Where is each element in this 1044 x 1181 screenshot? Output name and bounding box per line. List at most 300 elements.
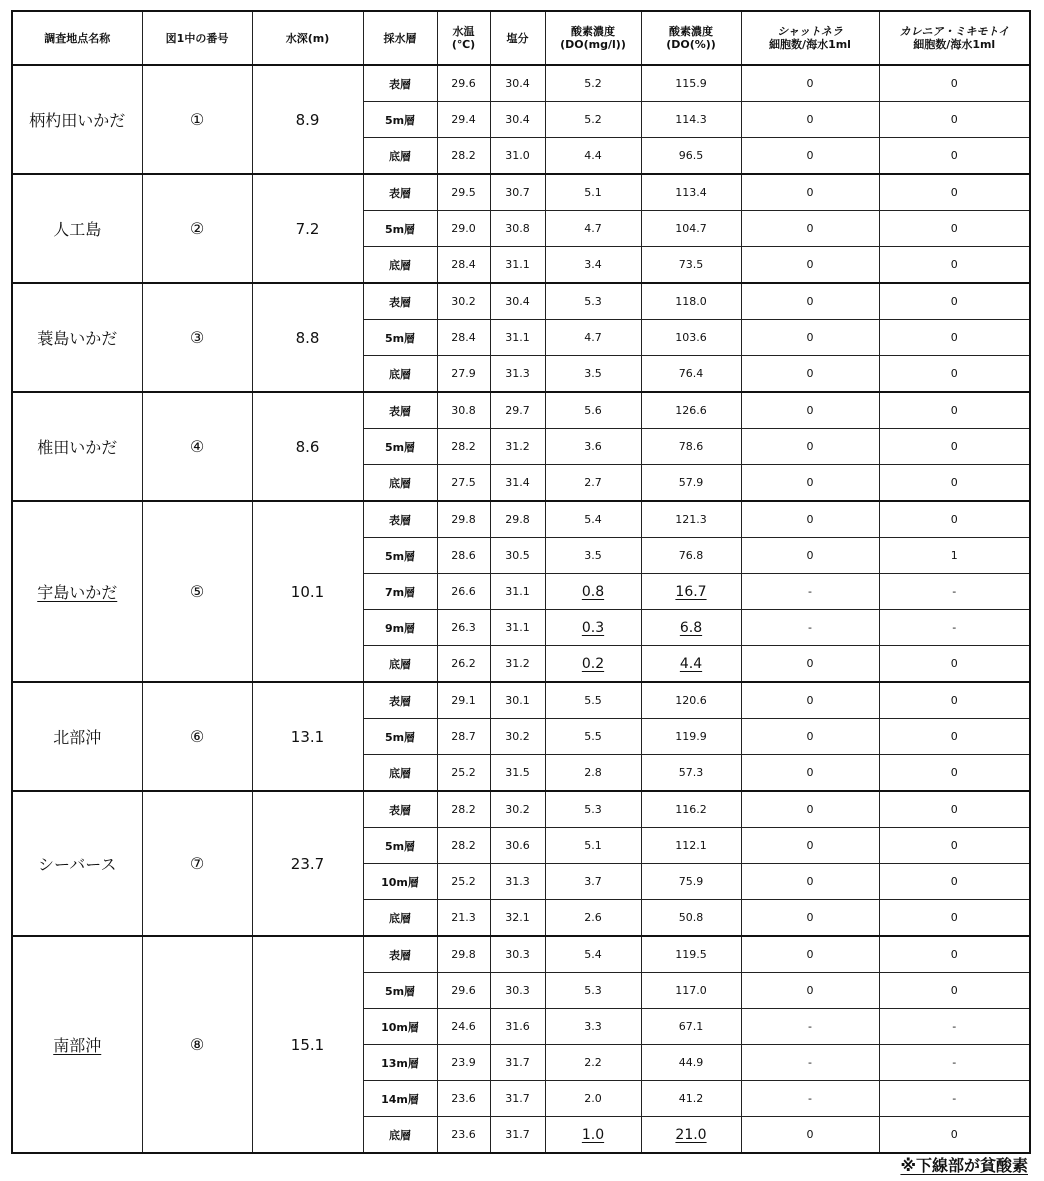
do-mg-l (545, 1009, 641, 1045)
chattonella-count-text: 0 (806, 186, 814, 199)
chattonella-count-text: 0 (806, 911, 814, 924)
chattonella-count-text: 0 (806, 331, 814, 344)
water-temp-text: 29.8 (451, 513, 476, 526)
col-site: 調査地点名称 (12, 11, 142, 65)
chattonella-count (741, 65, 879, 102)
chattonella-count (741, 682, 879, 719)
water-temp-text: 29.0 (451, 222, 476, 235)
do-mg-l (545, 538, 641, 574)
chattonella-count (741, 828, 879, 864)
karenia-count (879, 973, 1030, 1009)
water-temp-text: 27.9 (451, 367, 476, 380)
do-mg-l (545, 610, 641, 646)
do-mg-l-text: 5.3 (584, 984, 602, 997)
do-mg-l (545, 864, 641, 900)
water-depth (252, 682, 363, 791)
water-temp-text: 28.4 (451, 331, 476, 344)
chattonella-count-text: 0 (806, 513, 814, 526)
salinity-text: 31.3 (505, 875, 530, 888)
water-temp (437, 936, 490, 973)
sampling-layer (363, 719, 437, 755)
karenia-count (879, 65, 1030, 102)
karenia-count-text: 0 (950, 694, 958, 707)
water-temp-text: 30.2 (451, 295, 476, 308)
sampling-layer-text: 表層 (389, 295, 411, 309)
water-temp-text: 25.2 (451, 875, 476, 888)
water-temp (437, 465, 490, 502)
col-do-mg: 酸素濃度 (DO(mg/l)) (545, 11, 641, 65)
water-temp (437, 1009, 490, 1045)
sampling-layer (363, 828, 437, 864)
karenia-count (879, 1009, 1030, 1045)
chattonella-count-text: 0 (806, 258, 814, 271)
col-depth: 水深(m) (252, 11, 363, 65)
table-row (12, 501, 1030, 538)
sampling-layer-text: 表層 (389, 404, 411, 418)
do-mg-l-text: 5.1 (584, 839, 602, 852)
karenia-count (879, 936, 1030, 973)
chattonella-count-text: 0 (806, 77, 814, 90)
do-mg-l-text: 5.6 (584, 404, 602, 417)
water-temp-text: 25.2 (451, 766, 476, 779)
karenia-count (879, 828, 1030, 864)
karenia-count (879, 501, 1030, 538)
do-percent (641, 900, 741, 937)
chattonella-count (741, 102, 879, 138)
site-name (12, 392, 142, 501)
do-percent (641, 1009, 741, 1045)
site-name (12, 936, 142, 1153)
chattonella-count (741, 320, 879, 356)
do-mg-l-text: 3.6 (584, 440, 602, 453)
water-temp-text: 29.4 (451, 113, 476, 126)
karenia-count (879, 283, 1030, 320)
survey-table (11, 10, 1031, 1154)
water-temp-text: 30.8 (451, 404, 476, 417)
chattonella-count-text: 0 (806, 948, 814, 961)
do-percent-text: 121.3 (675, 513, 707, 526)
sampling-layer (363, 1117, 437, 1154)
salinity-text: 29.7 (505, 404, 530, 417)
do-percent-text: 57.9 (678, 476, 704, 489)
water-temp-text: 29.6 (451, 984, 476, 997)
do-percent (641, 211, 741, 247)
do-mg-l (545, 936, 641, 973)
salinity (490, 574, 545, 610)
col-chattonella: シャットネラ 細胞数/海水1ml (741, 11, 879, 65)
site-name-text: シーバース (38, 855, 117, 874)
sampling-layer-text: 5m層 (384, 730, 416, 744)
do-percent-text: 21.0 (675, 1126, 707, 1143)
karenia-count-text: 0 (950, 258, 958, 271)
water-temp-text: 29.6 (451, 77, 476, 90)
sampling-layer-text: 表層 (389, 513, 411, 527)
sampling-layer-text: 5m層 (384, 440, 416, 454)
water-temp-text: 29.5 (451, 186, 476, 199)
salinity-text: 30.8 (505, 222, 530, 235)
karenia-count-text: 0 (950, 803, 958, 816)
table-row (12, 174, 1030, 211)
figure-number-text: ④ (189, 437, 205, 456)
chattonella-count (741, 755, 879, 792)
sampling-layer (363, 1081, 437, 1117)
salinity (490, 1117, 545, 1154)
do-percent-text: 117.0 (675, 984, 707, 997)
salinity-text: 31.7 (505, 1092, 530, 1105)
salinity-text: 32.1 (505, 911, 530, 924)
chattonella-count (741, 646, 879, 683)
figure-number-text: ① (189, 110, 205, 129)
karenia-count-text: - (952, 621, 957, 634)
water-temp-text: 28.2 (451, 149, 476, 162)
do-percent-text: 78.6 (678, 440, 704, 453)
do-percent-text: 119.9 (675, 730, 707, 743)
sampling-layer-text: 5m層 (384, 222, 416, 236)
do-mg-l-text: 1.0 (581, 1126, 605, 1143)
karenia-count-text: 0 (950, 331, 958, 344)
water-temp (437, 864, 490, 900)
do-percent-text: 44.9 (678, 1056, 704, 1069)
do-mg-l-text: 2.6 (584, 911, 602, 924)
salinity (490, 828, 545, 864)
col-do-pct: 酸素濃度 (DO(%)) (641, 11, 741, 65)
do-percent (641, 646, 741, 683)
water-depth (252, 501, 363, 682)
site-name-text: 蓑島いかだ (37, 329, 118, 348)
do-percent (641, 1117, 741, 1154)
karenia-count-text: - (952, 1056, 957, 1069)
do-mg-l-text: 3.4 (584, 258, 602, 271)
water-temp (437, 174, 490, 211)
karenia-count-text: 1 (950, 549, 958, 562)
chattonella-count-text: 0 (806, 730, 814, 743)
chattonella-count (741, 174, 879, 211)
water-temp-text: 26.6 (451, 585, 476, 598)
sampling-layer (363, 1045, 437, 1081)
karenia-count-text: - (952, 1020, 957, 1033)
chattonella-count (741, 465, 879, 502)
karenia-count-text: 0 (950, 730, 958, 743)
karenia-count (879, 320, 1030, 356)
water-temp-text: 28.7 (451, 730, 476, 743)
salinity (490, 320, 545, 356)
do-mg-l-text: 3.5 (584, 367, 602, 380)
salinity-text: 29.8 (505, 513, 530, 526)
do-mg-l-text: 3.3 (584, 1020, 602, 1033)
site-name-text: 宇島いかだ (37, 583, 118, 602)
do-mg-l (545, 283, 641, 320)
salinity (490, 465, 545, 502)
do-mg-l-text: 5.5 (584, 694, 602, 707)
do-mg-l-text: 2.8 (584, 766, 602, 779)
water-temp-text: 24.6 (451, 1020, 476, 1033)
do-mg-l (545, 174, 641, 211)
chattonella-count (741, 719, 879, 755)
water-temp (437, 828, 490, 864)
do-mg-l-text: 5.3 (584, 295, 602, 308)
karenia-count-text: 0 (950, 984, 958, 997)
sampling-layer (363, 247, 437, 284)
salinity (490, 973, 545, 1009)
salinity-text: 30.4 (505, 77, 530, 90)
chattonella-count-text: 0 (806, 367, 814, 380)
salinity-text: 31.7 (505, 1128, 530, 1141)
do-percent-text: 103.6 (675, 331, 707, 344)
site-name-text: 人工島 (53, 220, 102, 239)
do-mg-l-text: 0.8 (581, 583, 605, 600)
chattonella-count (741, 900, 879, 937)
salinity-text: 31.1 (505, 621, 530, 634)
chattonella-count (741, 1045, 879, 1081)
do-mg-l-text: 3.7 (584, 875, 602, 888)
do-percent (641, 138, 741, 175)
do-percent (641, 828, 741, 864)
do-mg-l-text: 4.7 (584, 331, 602, 344)
sampling-layer (363, 501, 437, 538)
do-mg-l-text: 2.7 (584, 476, 602, 489)
water-temp (437, 392, 490, 429)
sampling-layer-text: 14m層 (381, 1092, 419, 1106)
col-karenia: カレニア・ミキモトイ 細胞数/海水1ml (879, 11, 1030, 65)
salinity-text: 31.1 (505, 331, 530, 344)
water-temp-text: 23.6 (451, 1092, 476, 1105)
salinity (490, 174, 545, 211)
figure-number (142, 936, 252, 1153)
do-percent-text: 96.5 (678, 149, 704, 162)
water-temp (437, 138, 490, 175)
site-name (12, 682, 142, 791)
water-temp (437, 682, 490, 719)
site-name-text: 柄杓田いかだ (29, 111, 126, 130)
salinity (490, 646, 545, 683)
sampling-layer (363, 320, 437, 356)
do-percent (641, 1081, 741, 1117)
chattonella-count (741, 283, 879, 320)
salinity-text: 31.1 (505, 258, 530, 271)
salinity (490, 1045, 545, 1081)
figure-number (142, 501, 252, 682)
salinity-text: 31.0 (505, 149, 530, 162)
do-percent-text: 126.6 (675, 404, 707, 417)
water-depth-text: 15.1 (290, 1035, 325, 1054)
salinity-text: 31.4 (505, 476, 530, 489)
karenia-count-text: 0 (950, 295, 958, 308)
sampling-layer-text: 底層 (389, 766, 411, 780)
do-mg-l (545, 719, 641, 755)
do-percent (641, 356, 741, 393)
do-percent (641, 682, 741, 719)
water-temp (437, 973, 490, 1009)
karenia-count-text: 0 (950, 222, 958, 235)
salinity (490, 864, 545, 900)
do-mg-l (545, 211, 641, 247)
water-temp (437, 900, 490, 937)
salinity (490, 936, 545, 973)
karenia-count-text: 0 (950, 113, 958, 126)
salinity (490, 755, 545, 792)
karenia-count-text: 0 (950, 911, 958, 924)
do-percent-text: 114.3 (675, 113, 707, 126)
chattonella-count-text: - (808, 1092, 812, 1105)
salinity-text: 30.6 (505, 839, 530, 852)
figure-number (142, 791, 252, 936)
karenia-count (879, 356, 1030, 393)
do-mg-l (545, 574, 641, 610)
water-temp (437, 646, 490, 683)
figure-number-text: ⑦ (189, 854, 205, 873)
do-percent (641, 538, 741, 574)
water-temp (437, 538, 490, 574)
salinity (490, 791, 545, 828)
salinity (490, 682, 545, 719)
do-percent (641, 1045, 741, 1081)
karenia-count-text: 0 (950, 513, 958, 526)
site-name (12, 283, 142, 392)
salinity-text: 30.3 (505, 948, 530, 961)
do-mg-l (545, 682, 641, 719)
chattonella-count-text: 0 (806, 113, 814, 126)
do-mg-l (545, 900, 641, 937)
chattonella-count-text: 0 (806, 295, 814, 308)
chattonella-count-text: 0 (806, 984, 814, 997)
sampling-layer (363, 791, 437, 828)
karenia-count (879, 211, 1030, 247)
water-depth-text: 10.1 (290, 582, 325, 601)
sampling-layer-text: 底層 (389, 149, 411, 163)
sampling-layer (363, 356, 437, 393)
water-temp-text: 28.2 (451, 839, 476, 852)
karenia-count (879, 610, 1030, 646)
table-body (12, 65, 1030, 1153)
salinity-text: 31.2 (505, 440, 530, 453)
water-depth (252, 791, 363, 936)
do-mg-l-text: 5.5 (584, 730, 602, 743)
figure-number (142, 392, 252, 501)
water-temp (437, 429, 490, 465)
hypoxia-note: ※下線部が貧酸素 (900, 1156, 1028, 1175)
water-temp (437, 501, 490, 538)
karenia-count-text: 0 (950, 149, 958, 162)
karenia-count-text: 0 (950, 476, 958, 489)
water-temp (437, 1081, 490, 1117)
water-temp (437, 610, 490, 646)
do-percent (641, 102, 741, 138)
do-percent (641, 719, 741, 755)
do-mg-l-text: 2.2 (584, 1056, 602, 1069)
karenia-count (879, 646, 1030, 683)
salinity (490, 102, 545, 138)
water-temp-text: 26.3 (451, 621, 476, 634)
do-percent-text: 115.9 (675, 77, 707, 90)
do-percent (641, 429, 741, 465)
karenia-count (879, 1117, 1030, 1154)
sampling-layer-text: 底層 (389, 258, 411, 272)
figure-number (142, 174, 252, 283)
water-temp (437, 247, 490, 284)
col-layer: 採水層 (363, 11, 437, 65)
do-mg-l-text: 4.7 (584, 222, 602, 235)
do-mg-l-text: 5.4 (584, 513, 602, 526)
sampling-layer (363, 864, 437, 900)
water-temp (437, 102, 490, 138)
table-header (12, 11, 1030, 65)
do-percent (641, 392, 741, 429)
chattonella-count (741, 574, 879, 610)
karenia-count-text: 0 (950, 766, 958, 779)
do-mg-l (545, 429, 641, 465)
salinity-text: 30.5 (505, 549, 530, 562)
do-mg-l-text: 3.5 (584, 549, 602, 562)
table-row (12, 392, 1030, 429)
chattonella-count-text: 0 (806, 803, 814, 816)
do-percent-text: 76.8 (678, 549, 704, 562)
karenia-count (879, 574, 1030, 610)
water-depth (252, 936, 363, 1153)
do-mg-l-text: 5.1 (584, 186, 602, 199)
do-percent-text: 16.7 (675, 583, 707, 600)
sampling-layer-text: 底層 (389, 1128, 411, 1142)
sampling-layer (363, 102, 437, 138)
do-percent-text: 75.9 (678, 875, 704, 888)
water-temp-text: 28.4 (451, 258, 476, 271)
salinity (490, 65, 545, 102)
sampling-layer-text: 表層 (389, 186, 411, 200)
sampling-layer-text: 表層 (389, 694, 411, 708)
chattonella-count-text: - (808, 1020, 812, 1033)
do-mg-l (545, 828, 641, 864)
do-percent-text: 73.5 (678, 258, 704, 271)
salinity (490, 719, 545, 755)
do-percent (641, 465, 741, 502)
sampling-layer (363, 936, 437, 973)
salinity (490, 610, 545, 646)
water-depth-text: 7.2 (295, 219, 320, 238)
col-salinity: 塩分 (490, 11, 545, 65)
do-mg-l (545, 392, 641, 429)
salinity-text: 30.2 (505, 730, 530, 743)
water-temp (437, 320, 490, 356)
col-fig-no: 図1中の番号 (142, 11, 252, 65)
figure-number-text: ⑥ (189, 727, 205, 746)
water-temp (437, 1117, 490, 1154)
karenia-count (879, 174, 1030, 211)
chattonella-count (741, 1117, 879, 1154)
water-temp (437, 574, 490, 610)
do-percent (641, 174, 741, 211)
sampling-layer (363, 610, 437, 646)
sampling-layer-text: 表層 (389, 803, 411, 817)
water-temp-text: 28.6 (451, 549, 476, 562)
sampling-layer (363, 973, 437, 1009)
do-percent-text: 50.8 (678, 911, 704, 924)
water-temp-text: 28.2 (451, 803, 476, 816)
karenia-count (879, 900, 1030, 937)
do-mg-l (545, 1081, 641, 1117)
figure-number (142, 65, 252, 174)
sampling-layer (363, 1009, 437, 1045)
do-percent-text: 57.3 (678, 766, 704, 779)
chattonella-count (741, 936, 879, 973)
do-percent-text: 113.4 (675, 186, 707, 199)
karenia-count-text: 0 (950, 440, 958, 453)
figure-number-text: ③ (189, 328, 205, 347)
do-mg-l-text: 5.2 (584, 113, 602, 126)
do-percent-text: 112.1 (675, 839, 707, 852)
do-mg-l-text: 5.2 (584, 77, 602, 90)
water-temp (437, 65, 490, 102)
do-percent (641, 791, 741, 828)
site-name (12, 174, 142, 283)
